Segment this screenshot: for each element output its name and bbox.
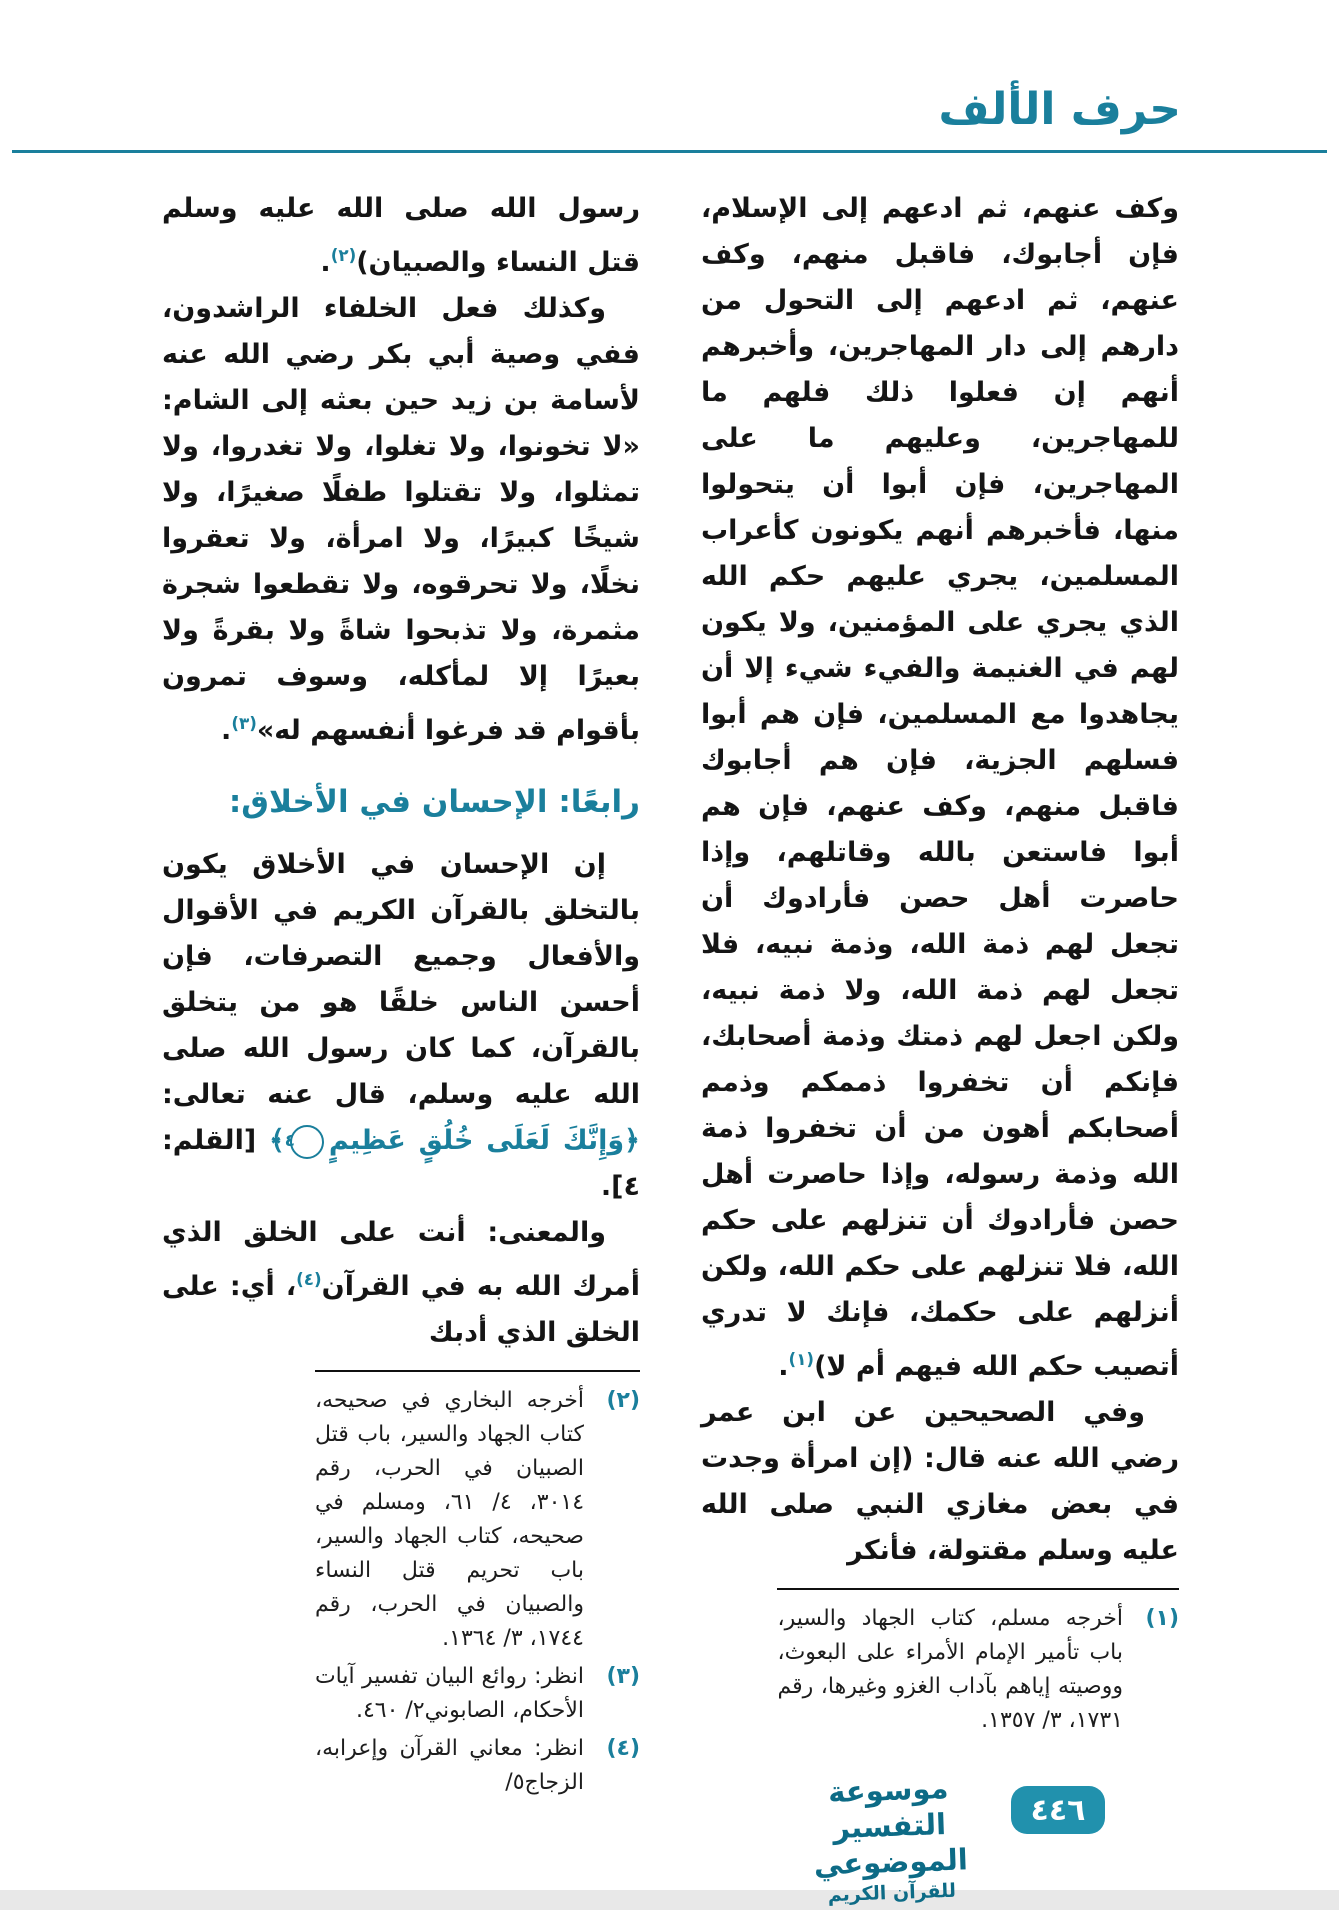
footnote-text: أخرجه البخاري في صحيحه، كتاب الجهاد والسير، باب قتل الصبيان في الحرب، رقم ٣٠١٤، ٤/ ٦١، ومسلم في صحيحه، كتاب الجهاد والسير، باب تحريم قتل النساء والصبيان في الحرب، رقم ١٧٤٤، ٣/ ١٣٦٤. [314,1388,585,1651]
footnote [315,1732,640,1800]
caliphs-text: وكذلك فعل الخلفاء الراشدون، ففي وصية أبي بكر رضي الله عنه لأسامة بن زيد حين بعثه إلى الشام: «لا تخونوا، ولا تغلوا، ولا تغدروا، ولا تمثلوا، ولا تقتلوا طفلًا صغيرًا، ولا شيخًا كبيرًا، ولا امرأة، ولا تعقروا نخلًا، ولا تحرقوه، ولا تقطعوا شجرة مثمرة، ولا تذبحوا شاةً ولا بقرةً ولا بعيرًا إلا لمأكله، وسوف تمرون بأقوام قد فرغوا أنفسهم له» [162,293,640,746]
main-column-right [701,186,1179,1742]
footnote-marker: (١) [1145,1606,1179,1631]
section-heading-ihsan-akhlaq: رابعًا: الإحسان في الأخلاق: [228,784,640,820]
ihsan-text: إن الإحسان في الأخلاق يكون بالتخلق بالقرآن الكريم في الأقوال والأفعال وجميع التصرفات، فإن أحسن الناس خلقًا هو من يتخلق بالقرآن، كما كان رسول الله صلى الله عليه وسلم، قال عنه تعالى: [162,849,640,1110]
ayah-number-ornament: ٤ [290,1125,324,1159]
footnote-text: انظر: معاني القرآن وإعرابه، الزجاج٥/ [314,1736,584,1795]
footnote [777,1602,1179,1738]
footnote-text: أخرجه مسلم، كتاب الجهاد والسير، باب تأمير الإمام الأمراء على البعوث، ووصيته إياهم بآداب الغزو وغيرها، رقم ١٧٣١، ٣/ ١٣٥٧. [777,1606,1123,1733]
caliphs-paragraph [162,286,640,754]
header-divider-rule [12,150,1327,153]
meaning-tail: ، أي: على الخلق الذي أدبك [162,1271,640,1348]
sentence-end: . [778,1351,789,1382]
main-column-left [162,186,640,1804]
footnote-marker: (٤) [606,1736,640,1761]
footnote-divider [777,1588,1179,1590]
ihsan-paragraph [162,842,640,1210]
footnote-marker: (٢) [606,1388,640,1413]
hadith-paragraph [701,186,1179,1390]
page-number-badge: ٤٤٦ [1011,1786,1105,1834]
hadith-text: وكف عنهم، ثم ادعهم إلى الإسلام، فإن أجابوك، فاقبل منهم، وكف عنهم، ثم ادعهم إلى التحول من دارهم إلى دار المهاجرين، وأخبرهم أنهم إن فعلوا ذلك فلهم ما للمهاجرين، وعليهم ما على المهاجرين، فإن أبوا أن يتحولوا منها، فأخبرهم أنهم يكونون كأعراب المسلمين، يجري عليهم حكم الله الذي يجري على المؤمنين، ولا يكون لهم في الغنيمة والفيء شيء إلا أن يجاهدوا مع المسلمين، فإن هم أبوا فسلهم الجزية، فإن هم أجابوك فاقبل منهم، وكف عنهم، فإن هم أبوا فاستعن بالله وقاتلهم، وإذا حاصرت أهل حصن فأرادوك أن تجعل لهم ذمة الله، وذمة نبيه، فلا تجعل لهم ذمة الله، ولا ذمة نبيه، ولكن اجعل لهم ذمتك وذمة أصحابك، فإنكم أن تخفروا ذممكم وذمم أصحابكم أهون من أن تخفروا ذمة الله وذمة رسوله، وإذا حاصرت أهل حصن فأرادوك أن تنزلهم على حكم الله، فلا تنزلهم على حكم الله، ولكن أنزلهم على حكمك، فإنك لا تدري أتصيب حكم الله فيهم أم لا) [701,193,1179,1382]
quran-verse-text: وَإِنَّكَ لَعَلَى خُلُقٍ عَظِيمٍ [328,1125,625,1156]
footnotes-left-column [315,1370,640,1800]
verse-citation: [القلم: ٤]. [162,1125,640,1202]
sentence-end: . [320,247,331,278]
meaning-lead: والمعنى: أنت على الخلق الذي أمرك الله به في القرآن [162,1217,640,1302]
meaning-paragraph [162,1210,640,1356]
footnote [315,1660,640,1728]
continuation-paragraph [162,186,640,286]
sahihain-text: وفي الصحيحين عن ابن عمر رضي الله عنه قال: (إن امرأة وجدت في بعض مغازي النبي صلى الله عليه وسلم مقتولة، فأنكر [701,1397,1179,1566]
footnotes-right-column [777,1588,1179,1738]
footnote-ref-2: (٢) [330,245,357,265]
publisher-logo-line2: للقرآن الكريم [827,1879,957,1907]
continuation-text: رسول الله صلى الله عليه وسلم قتل النساء والصبيان) [162,193,640,278]
footnote-ref-4: (٤) [296,1269,322,1289]
footnote-ref-3: (٣) [231,713,257,733]
sentence-end: . [221,715,232,746]
footnote-marker: (٣) [606,1664,640,1689]
publisher-logo [773,1768,1008,1910]
footnote [315,1384,640,1656]
sahihain-paragraph [701,1390,1179,1574]
footnote-divider [315,1370,640,1372]
quran-bracket-close: ﴾ [269,1125,285,1156]
footnote-text: انظر: روائع البيان تفسير آيات الأحكام، الصابوني٢/ ٤٦٠. [314,1664,584,1723]
publisher-logo-line1: موسوعة التفسير الموضوعي [813,1770,969,1882]
chapter-title: حرف الألف [938,84,1181,135]
quran-bracket-open: ﴿ [624,1125,640,1156]
footnote-ref-1: (١) [788,1349,815,1369]
